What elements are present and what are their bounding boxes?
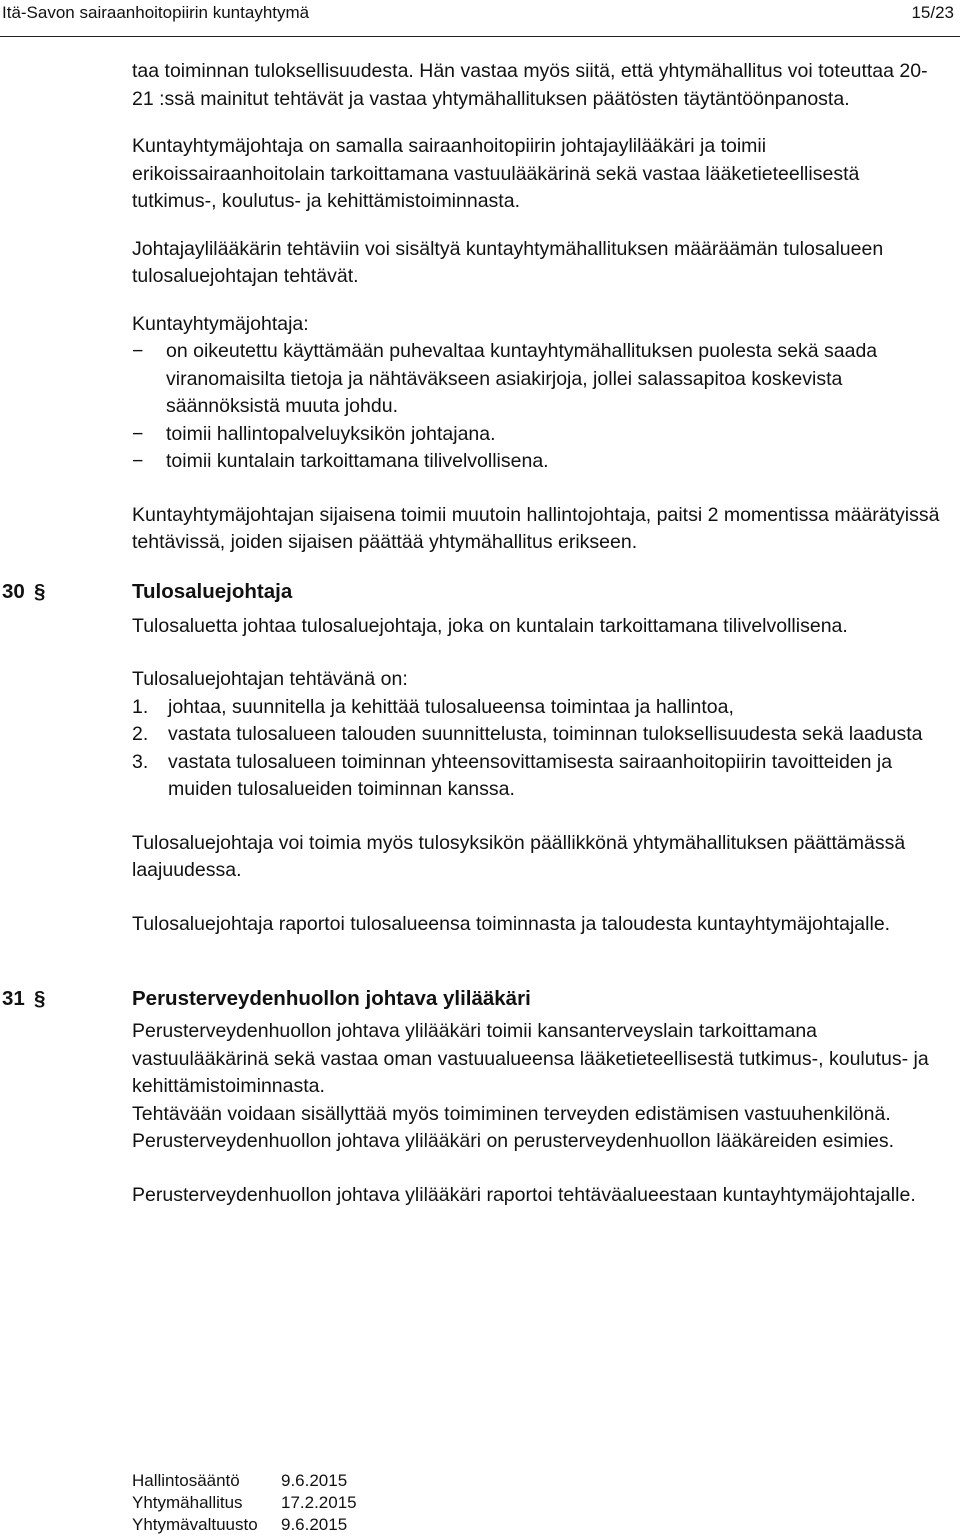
paragraph: Perusterveydenhuollon johtava ylilääkäri on perusterveydenhuollon lääkäreiden esimies. [132, 1130, 895, 1152]
paragraph: Johtajaylilääkärin tehtäviin voi sisältyä kuntayhtymähallituksen määräämän tulosalueen tulosaluejohtajan tehtävät. [132, 237, 884, 287]
section-number: 31 [2, 987, 25, 1010]
footer-label: Yhtymävaltuusto [132, 1515, 258, 1534]
footer-date: 9.6.2015 [281, 1471, 348, 1490]
section-heading [2, 577, 944, 607]
tasks-heading: Tulosaluejohtajan tehtävänä on: [132, 668, 408, 690]
paragraph: Tulosaluejohtaja voi toimia myös tulosyksikön päällikkönä yhtymähallituksen päättämässä laajuudessa. [132, 831, 906, 881]
paragraph: Kuntayhtymäjohtajan sijaisena toimii muutoin hallintojohtaja, paitsi 2 momentissa määrätyissä tehtävissä, joiden sijaisen päättää yhtymähallitus erikseen. [132, 503, 940, 553]
paragraph: Tulosaluejohtaja raportoi tulosalueensa toiminnasta ja taloudesta kuntayhtymäjohtajalle. [132, 912, 891, 935]
tasks-list [132, 694, 944, 804]
page-header [0, 0, 960, 37]
document-body [2, 58, 944, 1209]
list-text: vastata tulosalueen toiminnan yhteensovittamisesta sairaanhoitopiirin tavoitteiden ja muiden tulosalueiden toiminnan kanssa. [168, 750, 893, 800]
page-footer [132, 1470, 432, 1536]
paragraph: Perusterveydenhuollon johtava ylilääkäri toimii kansanterveyslain tarkoittamana vastuulääkärinä sekä vastaa oman vastuualueensa lääketieteellisestä tutkimus-, koulutus- ja kehittämistoiminnasta. [132, 1020, 929, 1097]
list-item [132, 721, 944, 749]
list-number: 3. [132, 750, 149, 773]
section-31 [2, 984, 944, 1209]
footer-row [132, 1492, 432, 1514]
paragraph: Perusterveydenhuollon johtava ylilääkäri raportoi tehtäväalueestaan kuntayhtymäjohtajalle. [132, 1183, 916, 1206]
list-item [132, 749, 944, 804]
section-symbol: § [34, 579, 46, 603]
duties-list [132, 338, 944, 476]
list-item: − on oikeutettu käyttämään puhevaltaa kuntayhtymähallituksen puolesta sekä saada viranomaisilta tietoja ja nähtäväkseen asiakirjoja, jollei salassapitoa koskevista säännöksistä muuta johdu. [132, 338, 944, 421]
list-number: 2. [132, 723, 149, 745]
footer-date: 17.2.2015 [281, 1493, 357, 1512]
duties-heading: Kuntayhtymäjohtaja: [132, 312, 309, 335]
section-heading [2, 984, 944, 1014]
intro-paragraph: taa toiminnan tuloksellisuudesta. Hän vastaa myös siitä, että yhtymähallitus voi toteuttaa 20-21 :ssä mainitut tehtävät ja vastaa yhtymähallituksen päätösten täytäntöönpanosta. [132, 60, 928, 110]
list-item: − toimii hallintopalveluyksikön johtajana. [132, 421, 944, 449]
organization-name: Itä-Savon sairaanhoitopiirin kuntayhtymä [2, 3, 310, 22]
section-number: 30 [2, 579, 25, 603]
list-number: 1. [132, 695, 149, 718]
footer-row [132, 1470, 432, 1492]
paragraph: Kuntayhtymäjohtaja on samalla sairaanhoitopiirin johtajaylilääkäri ja toimii erikoissairaanhoitolain tarkoittamana vastuulääkärinä sekä vastaa lääketieteellisestä tutkimus-, koulutus- ja kehittämistoiminnasta. [132, 135, 860, 212]
section-title: Tulosaluejohtaja [132, 579, 293, 603]
footer-label: Yhtymähallitus [132, 1493, 243, 1512]
list-text: johtaa, suunnitella ja kehittää tulosalueensa toimintaa ja hallintoa, [168, 695, 734, 718]
paragraph: Tulosaluetta johtaa tulosaluejohtaja, joka on kuntalain tarkoittamana tilivelvollisena. [132, 614, 848, 637]
list-text: vastata tulosalueen talouden suunnittelusta, toiminnan tuloksellisuudesta sekä laadusta [168, 723, 923, 745]
footer-date: 9.6.2015 [281, 1515, 348, 1534]
list-item [132, 694, 944, 722]
footer-label: Hallintosääntö [132, 1471, 240, 1490]
section-30 [2, 577, 944, 939]
list-item: − toimii kuntalain tarkoittamana tilivelvollisena. [132, 448, 944, 476]
page-number: 15/23 [911, 3, 954, 22]
footer-row [132, 1514, 432, 1536]
section-title: Perusterveydenhuollon johtava ylilääkäri [132, 987, 531, 1010]
section-symbol: § [34, 987, 46, 1010]
paragraph: Tehtävään voidaan sisällyttää myös toimiminen terveyden edistämisen vastuuhenkilönä. [132, 1102, 891, 1125]
